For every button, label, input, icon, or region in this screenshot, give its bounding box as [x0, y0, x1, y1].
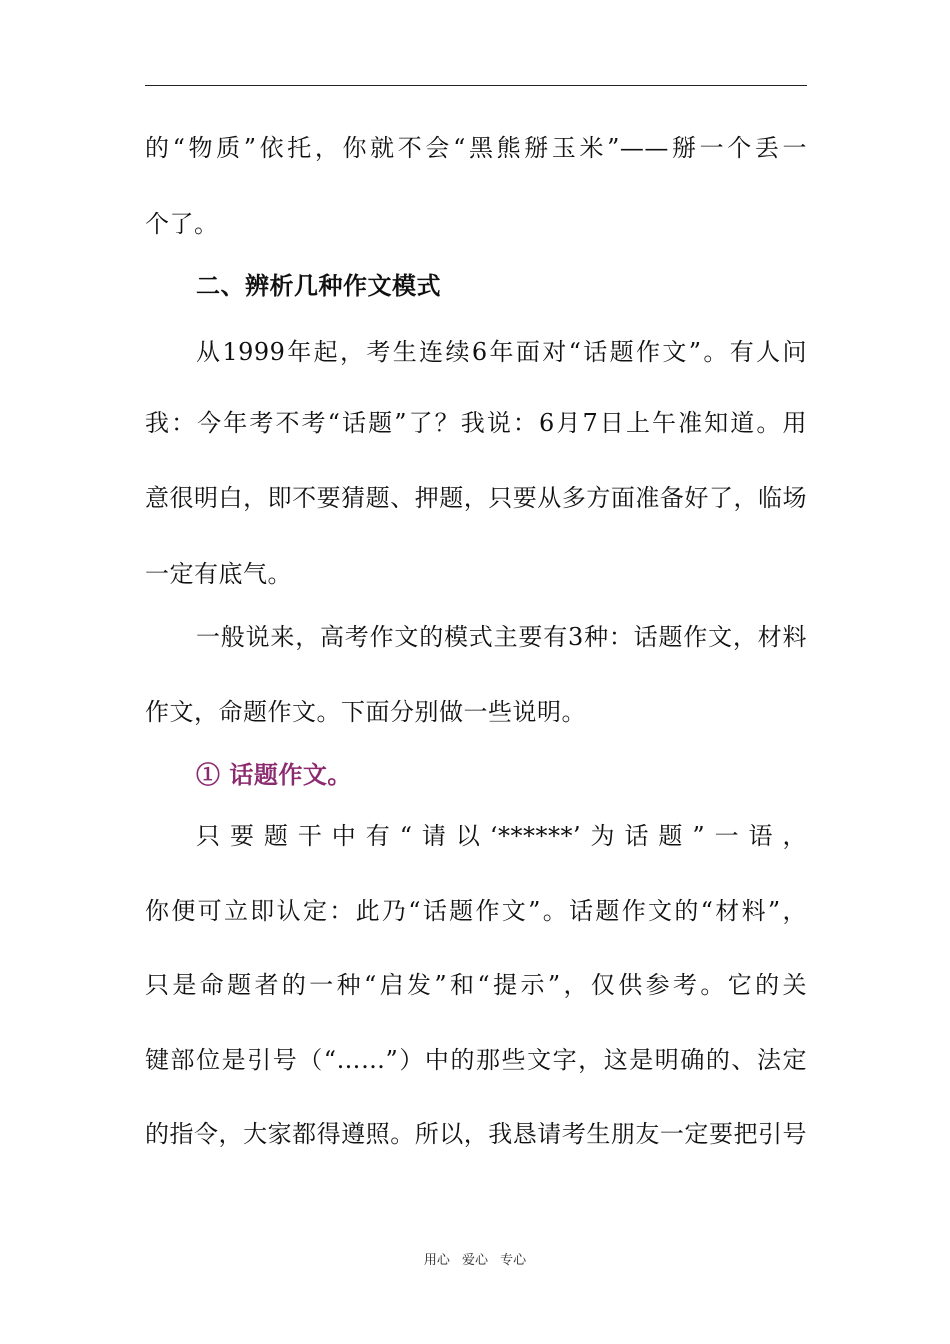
text-line: 只是命题者的一种“启发”和“提示”，仅供参考。它的关 — [145, 971, 807, 999]
text-line: 的“物质”依托，你就不会“黑熊掰玉米”——掰一个丢一 — [145, 134, 807, 162]
page-footer: 用心 爱心 专心 — [423, 1253, 527, 1268]
text-line: 我：今年考不考“话题”了？我说：6月7日上午准知道。用 — [145, 409, 807, 437]
text-line: 只要题干中有“请以‘******’为话题”一语， — [196, 822, 807, 850]
text-line: 作文，命题作文。下面分别做一些说明。 — [145, 698, 586, 726]
sub-heading: ① 话题作文。 — [196, 760, 352, 789]
text-line: 个了。 — [145, 210, 219, 238]
text-line: 你便可立即认定：此乃“话题作文”。话题作文的“材料”， — [145, 897, 807, 925]
text-line: 一定有底气。 — [145, 560, 292, 588]
text-line: 意很明白，即不要猜题、押题，只要从多方面准备好了，临场 — [145, 484, 807, 512]
text-line: 键部位是引号（“……”）中的那些文字，这是明确的、法定 — [145, 1046, 807, 1074]
text-line: 一般说来，高考作文的模式主要有3种：话题作文，材料 — [196, 623, 807, 651]
text-line: 从1999年起，考生连续6年面对“话题作文”。有人问 — [196, 338, 807, 366]
header-rule — [145, 85, 807, 86]
section-heading: 二、辨析几种作文模式 — [196, 271, 441, 300]
text-line: 的指令，大家都得遵照。所以，我恳请考生朋友一定要把引号 — [145, 1120, 807, 1148]
